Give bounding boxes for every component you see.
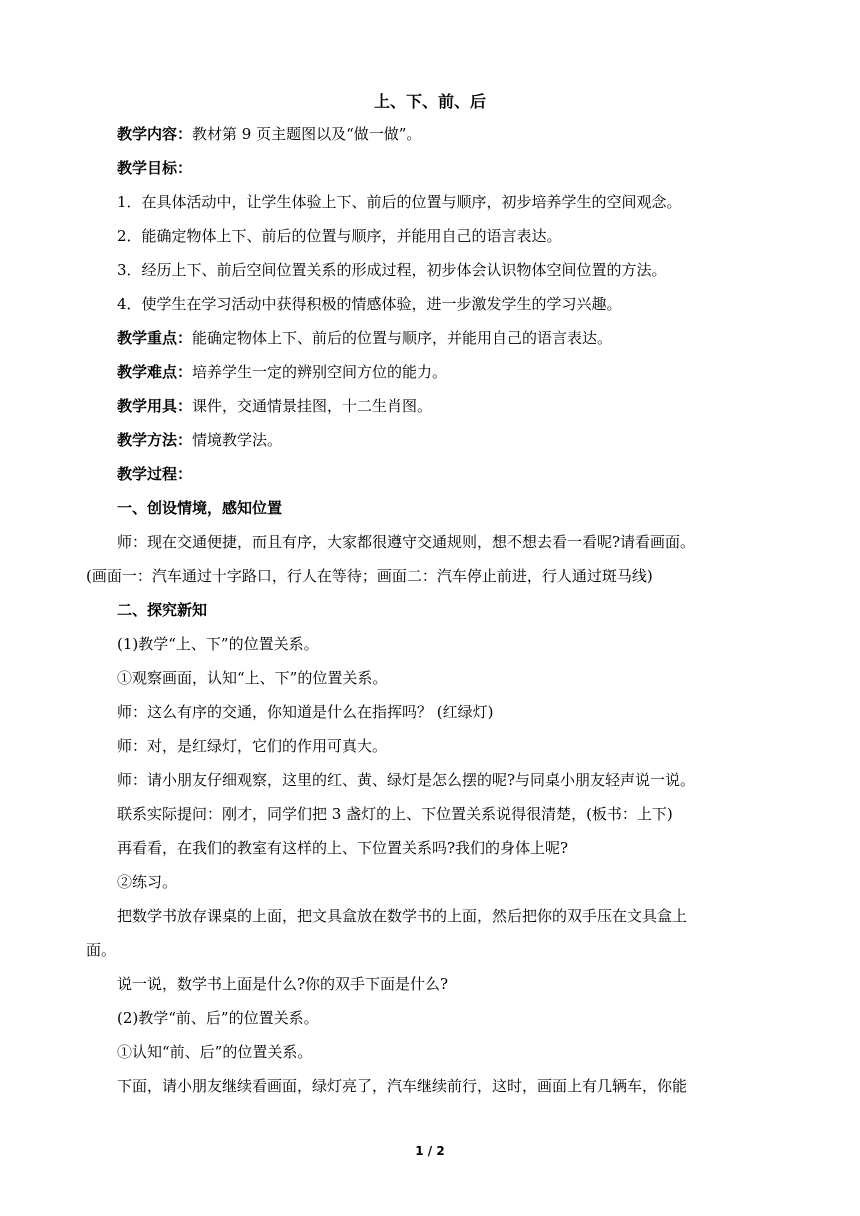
goals-label: 教学目标： xyxy=(117,159,193,177)
document-title: 上、下、前、后 xyxy=(373,92,486,111)
paragraph-line: 师：请小朋友仔细观察，这里的红、黄、绿灯是怎么摆的呢?与同桌小朋友轻声说一说。 xyxy=(117,771,696,789)
process-label: 教学过程： xyxy=(117,465,193,483)
paragraph-line: ①认知“前、后”的位置关系。 xyxy=(117,1043,313,1061)
paragraph-line: (1)教学“上、下”的位置关系。 xyxy=(117,635,319,653)
paragraph-line: ①观察画面，认知“上、下”的位置关系。 xyxy=(117,669,388,687)
content-line xyxy=(117,124,421,144)
content-label: 教学内容： xyxy=(117,125,193,143)
goal-item: 3．经历上下、前后空间位置关系的形成过程，初步体会认识物体空间位置的方法。 xyxy=(117,261,667,279)
key-label: 教学重点： xyxy=(117,329,193,347)
goal-item: 1．在具体活动中，让学生体验上下、前后的位置与顺序，初步培养学生的空间观念。 xyxy=(117,193,682,211)
paragraph-line: ②练习。 xyxy=(117,873,178,891)
paragraph-line: 面。 xyxy=(86,941,117,959)
key-line xyxy=(117,328,612,348)
tools-label: 教学用具： xyxy=(117,397,193,415)
paragraph-line: 师：对，是红绿灯，它们的作用可真大。 xyxy=(117,737,388,755)
tools-text: 课件，交通情景挂图，十二生肖图。 xyxy=(192,397,433,415)
method-line xyxy=(117,430,282,450)
tools-line xyxy=(117,396,432,416)
section1-title: 一、创设情境，感知位置 xyxy=(117,499,283,517)
difficulty-line xyxy=(117,362,447,382)
paragraph-line: 联系实际提问：刚才，同学们把 3 盏灯的上、下位置关系说得很清楚，(板书：上下) xyxy=(117,805,673,823)
paragraph-line: (画面一：汽车通过十字路口，行人在等待；画面二：汽车停止前进，行人通过斑马线) xyxy=(86,567,653,585)
paragraph-line: 下面，请小朋友继续看画面，绿灯亮了，汽车继续前行，这时，画面上有几辆车，你能 xyxy=(117,1077,688,1095)
goal-item: 2．能确定物体上下、前后的位置与顺序，并能用自己的语言表达。 xyxy=(117,227,562,245)
goal-item: 4．使学生在学习活动中获得积极的情感体验，进一步激发学生的学习兴趣。 xyxy=(117,295,622,313)
paragraph-line: 师：现在交通便捷，而且有序，大家都很遵守交通规则，想不想去看一看呢?请看画面。 xyxy=(117,533,696,551)
page-number: 1 / 2 xyxy=(415,1144,445,1158)
paragraph-line: 把数学书放存课桌的上面，把文具盒放在数学书的上面，然后把你的双手压在文具盒上 xyxy=(117,907,688,925)
paragraph-line: (2)教学“前、后”的位置关系。 xyxy=(117,1009,319,1027)
difficulty-label: 教学难点： xyxy=(117,363,193,381)
section2-title: 二、探究新知 xyxy=(117,601,208,619)
key-text: 能确定物体上下、前后的位置与顺序，并能用自己的语言表达。 xyxy=(192,329,613,347)
method-text: 情境教学法。 xyxy=(192,431,283,449)
paragraph-line: 师：这么有序的交通，你知道是什么在指挥吗？ (红绿灯) xyxy=(117,703,494,721)
difficulty-text: 培养学生一定的辨别空间方位的能力。 xyxy=(192,363,448,381)
paragraph-line: 说一说，数学书上面是什么?你的双手下面是什么? xyxy=(117,975,449,993)
paragraph-line: 再看看，在我们的教室有这样的上、下位置关系吗?我们的身体上呢? xyxy=(117,839,569,857)
method-label: 教学方法： xyxy=(117,431,193,449)
content-text: 教材第 9 页主题图以及“做一做”。 xyxy=(192,125,422,143)
